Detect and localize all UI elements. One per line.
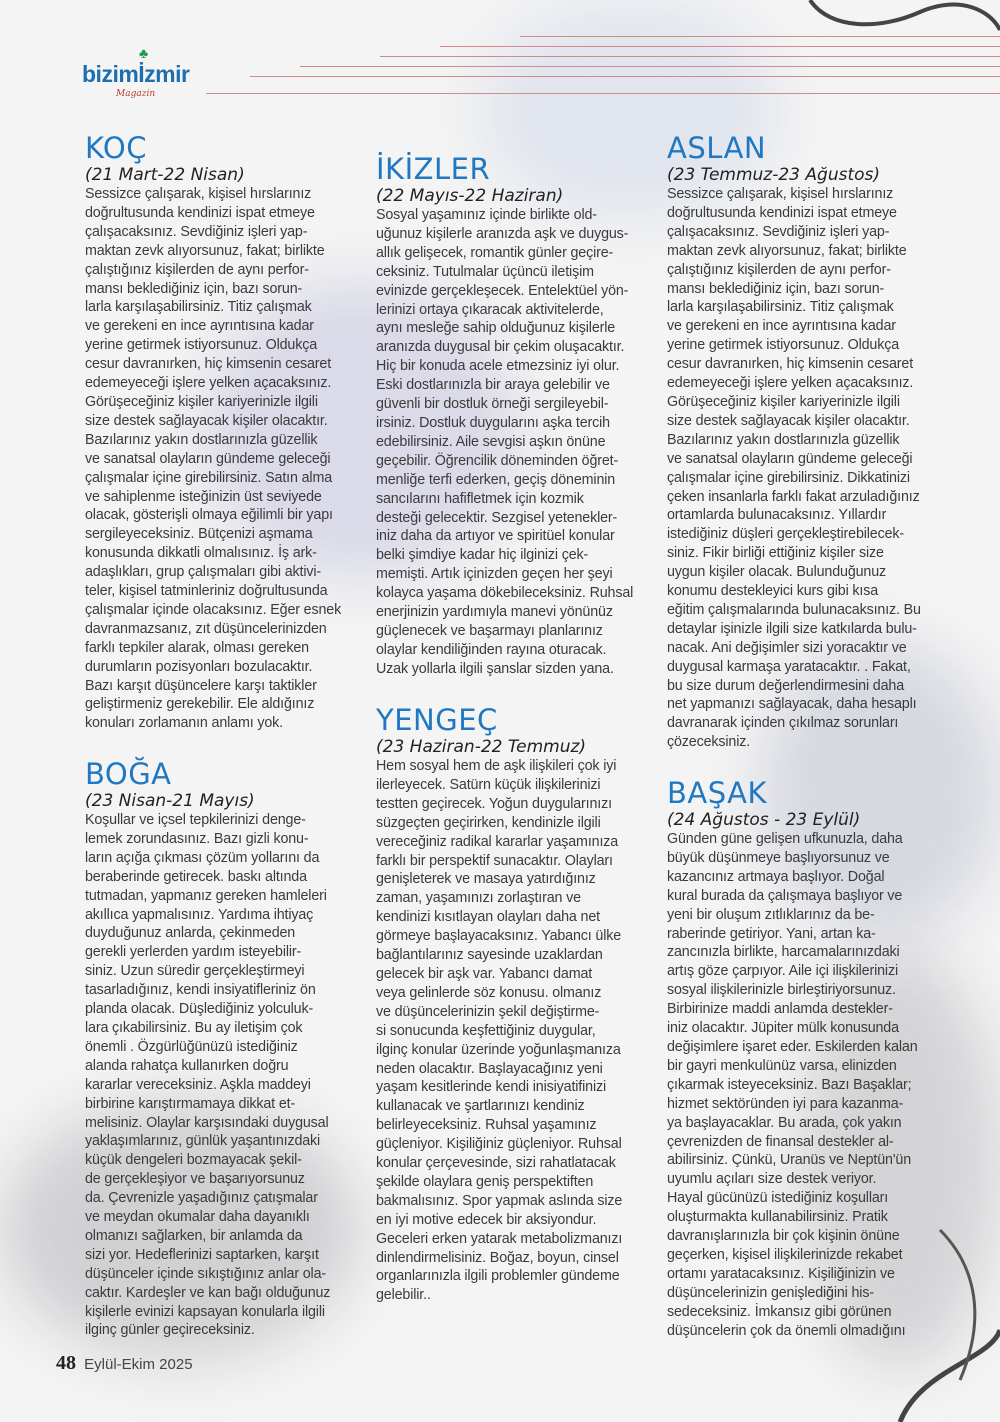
text-line: testten geçirecek. Yoğun duygularınızı (376, 795, 612, 812)
text-line: abilirsiniz. Çünkü, Uranüs ve Neptün'ün (667, 1152, 912, 1169)
text-line: raberinde getiriyor. Yani, artan ka- (667, 925, 876, 942)
text-line: yaklaşımlarınız, günlük yaşantınızdaki (85, 1133, 321, 1150)
text-line: ların açığa çıkması çözüm yollarını da (85, 849, 320, 866)
text-line: evinizde gerçekleşecek. Entelektüel yön- (376, 282, 629, 299)
text-line: belki şimdiye kadar hiç ilginizi çek- (376, 547, 589, 564)
sign-body (376, 206, 633, 679)
text-line: sancılarını hafifletmek için kozmik (376, 490, 584, 507)
text-line: gelebilir.. (376, 1287, 431, 1304)
page-number: 48 (56, 1352, 76, 1374)
text-line: yeni bir oluşum zıtlıklarınız da be- (667, 906, 875, 923)
text-line: güçleniyor. Kişiliğiniz güçleniyor. Ruhsal (376, 1136, 622, 1153)
text-line: ve sanatsal olayların gündeme geleceği (667, 450, 913, 467)
text-line: net yapmanızı sağlayacak, daha hesaplı (667, 696, 917, 713)
text-line: Eski dostlarınızla bir araya gelebilir ve (376, 377, 610, 394)
text-line: güçlenecek ve başarmayı planlarınız (376, 622, 603, 639)
text-line: larla karşılaşabilirsiniz. Titiz çalışmak (85, 299, 312, 316)
text-line: uygun kişiler olacak. Bulunduğunuz (667, 564, 887, 581)
text-line: iniz daha da artıyor ve spiritüel konular (376, 528, 615, 545)
text-line: Uzak yollarla ilgili şanslar sizden yana. (376, 660, 614, 677)
text-line: ilginç günler geçireceksiniz. (85, 1322, 255, 1339)
text-line: konusunda dikkatli olmalısınız. İş ark- (85, 545, 317, 562)
accent-line (440, 46, 1000, 47)
text-line: ilginç konular üzerinde yoğunlaşmanıza (376, 1041, 621, 1058)
text-line: sosyal ilişkilerinizle birleştiriyorsunuz. (667, 982, 896, 999)
text-line: Günden güne gelişen ufkunuzla, daha (667, 831, 903, 847)
text-line: doğrultusunda kendinizi ispat etmeye (85, 204, 315, 221)
sign-title: BOĞA (85, 757, 172, 791)
text-line: çalışmalar içine girebilirsiniz. Satın alma (85, 469, 333, 486)
sign-body (376, 757, 622, 1305)
text-line: çıkarmak isteyeceksiniz. Bazı Başaklar; (667, 1076, 912, 1093)
text-line: farklı tepkiler alarak, olması gereken (85, 639, 309, 656)
text-line: bağlantılarınız sayesinde uzaklardan (376, 947, 603, 964)
text-line: mansı beklediğiniz için, bazı sorun- (667, 280, 885, 297)
text-line: detaylar işinizle ilgili size katkılarda bulu- (667, 620, 917, 637)
sign-title: ASLAN (667, 131, 767, 165)
text-line: düşüncelerin çok da önemli olmadığını (667, 1322, 906, 1339)
text-line: tasarladığınız, kendi insiyatifleriniz ön (85, 982, 316, 999)
text-line: geçerken, kişisel ilişkilerinizde rekabet (667, 1246, 903, 1263)
text-line: ortamlarda bulunacaksınız. Yıllardır (667, 507, 887, 524)
text-line: önemli . Özgürlüğünüzü istediğiniz (85, 1038, 298, 1055)
text-line: da. Çevrenizle yaşadığınız çatışmalar (85, 1190, 318, 1207)
text-line: duygusal karmaşa yaratacaktır. . Fakat, (667, 658, 911, 675)
text-line: irsiniz. Dostluk duygularını aşka tercih (376, 414, 610, 431)
text-line: davranarak içinden çıkılmaz sorunları (667, 715, 899, 732)
text-line: çalışmalar içinde olacaksınız. Eğer esnek (85, 601, 342, 618)
text-line: melisiniz. Olaylar karşısındaki duygusal (85, 1114, 329, 1131)
sign-dates: (22 Mayıs-22 Haziran) (376, 186, 564, 206)
text-line: Görüşeceğiniz kişiler kariyerinizle ilgili (667, 393, 900, 410)
text-line: planda olacak. Düşlediğiniz yolculuk- (85, 1001, 314, 1018)
text-line: lerinizi ortaya çıkaracak aktivitelerde, (376, 301, 604, 318)
text-line: ve sanatsal olayların gündeme geleceği (85, 450, 331, 467)
text-line: olmanızı sağlarken, bir anlamda da (85, 1227, 303, 1244)
text-line: düşünceler içinde sıkıştığınız anlar ola- (85, 1265, 326, 1282)
text-line: küçük dengeleri bozmayacak şekil- (85, 1152, 302, 1169)
text-line: Sessizce çalışarak, kişisel hırslarınız (85, 186, 312, 202)
text-line: genişleterek ve masaya yatırdığınız (376, 871, 596, 888)
sign-title: İKİZLER (376, 152, 491, 186)
text-line: ceksiniz. Tutulmalar üçüncü iletişim (376, 263, 594, 280)
text-line: belirleyeceksiniz. Ruhsal yaşamınız (376, 1117, 597, 1134)
accent-line (250, 76, 1000, 77)
text-line: Sessizce çalışarak, kişisel hırslarınız (667, 186, 894, 202)
text-line: Sosyal yaşamınız içinde birlikte old- (376, 207, 597, 223)
text-line: iniz olacaktır. Jüpiter mülk konusunda (667, 1020, 899, 1037)
text-line: kural burada da çalışmaya başlıyor ve (667, 887, 903, 904)
sign-title: KOÇ (85, 131, 148, 165)
text-line: zancınızla birlikte, harcamalarınızdaki (667, 944, 900, 961)
text-line: bir gayri menkulünüz varsa, elinizden (667, 1057, 897, 1074)
text-line: güvenli bir dostluk örneği sergileyebil- (376, 396, 609, 413)
text-line: Birbirinize maddi anlamda destekler- (667, 1001, 893, 1018)
text-line: kişilerle evinizi kapsayan konularla ilgili (85, 1303, 325, 1320)
text-line: çalıştığınız kişilerden de aynı perfor- (85, 261, 309, 278)
text-line: edemeyeceği işlere yelken açacaksınız. (667, 375, 914, 392)
text-line: size destek sağlayacak kişiler olacaktır. (85, 412, 328, 429)
text-line: Hayal gücünüzü istediğiniz koşulları (667, 1190, 889, 1207)
text-line: adaşlıkları, grup çalışmaları gibi aktivi- (85, 564, 322, 581)
brand-name: bizimİzmir (82, 61, 190, 87)
sign-dates: (23 Haziran-22 Temmuz) (376, 737, 587, 757)
text-line: geliştirmeniz gerekebilir. Ele aldığınız (85, 696, 315, 713)
text-line: konular çerçevesinde, sizi rahatlatacak (376, 1155, 616, 1172)
sign-body (667, 185, 921, 752)
text-line: lemek zorundasınız. Bazı gizli konu- (85, 830, 309, 847)
text-line: yerine getirmek istiyorsunuz. Oldukça (85, 337, 318, 354)
text-line: bakmalısınız. Spor yapmak aslında size (376, 1192, 623, 1209)
text-line: uyumlu açıları size destek veriyor. (667, 1171, 877, 1188)
text-line: ya başlayacaklar. Bu arada, çok yakın (667, 1114, 902, 1131)
text-line: yerine getirmek istiyorsunuz. Oldukça (667, 337, 900, 354)
sign-title: BAŞAK (667, 776, 768, 810)
text-line: Hem sosyal hem de aşk ilişkileri çok iyi (376, 758, 617, 774)
text-line: bu size durum değerlendirmesini daha (667, 677, 904, 694)
text-line: yaşam kesitlerinde kendi inisiyatifinizi (376, 1079, 606, 1096)
issue-label: Eylül-Ekim 2025 (84, 1356, 193, 1373)
text-line: siniz. Fikir birliği ettiğiniz kişiler size (667, 545, 884, 562)
text-line: ve gerekeni en ince ayrıntısına kadar (85, 318, 314, 335)
text-line: kazancınız artmaya başlıyor. Doğal (667, 868, 885, 885)
text-line: veya gelinlerde söz konusu. olmanız (376, 984, 602, 1001)
text-line: teler, kişisel tatminleriniz doğrultusunda (85, 583, 328, 600)
accent-line (380, 56, 1000, 57)
text-line: olacak, gösterişli olmaya eğilimli bir yapı (85, 507, 333, 524)
sign-body (85, 185, 341, 733)
text-line: Hiç bir konuda acele etmezsiniz iyi olur. (376, 358, 620, 375)
text-line: mansı beklediğiniz için, bazı sorun- (85, 280, 303, 297)
text-line: olaylar kendiliğinden rayına oturacak. (376, 641, 607, 658)
text-line: maktan zevk alıyorsunuz, fakat; birlikte (667, 242, 907, 259)
text-line: cesur davranırken, hiç kimsenin cesaret (85, 356, 332, 373)
text-line: Bazılarınız yakın dostlarınızla güzellik (85, 431, 318, 448)
text-line: istediğiniz düşleri gerçekleştirebilecek- (667, 526, 905, 543)
brand-sub: Magazin (116, 89, 156, 99)
text-line: nacak. Ani değişimler sizi yoracaktır ve (667, 639, 907, 656)
text-line: oluşturmakta kullanabilirsiniz. Pratik (667, 1209, 888, 1226)
text-line: doğrultusunda kendinizi ispat etmeye (667, 204, 897, 221)
text-line: aranızda duygusal bir çekim oluşacaktır. (376, 339, 625, 356)
sign-aslan (667, 131, 921, 752)
text-line: Bazılarınız yakın dostlarınızla güzellik (667, 431, 900, 448)
sign-ikizler (376, 152, 633, 679)
text-line: Koşullar ve içsel tepkilerinizi denge- (85, 812, 306, 828)
text-line: enerjinizin yardımıyla manevi yönünüz (376, 604, 613, 621)
text-line: değişimlere işaret eder. Eskilerden kalan (667, 1038, 918, 1055)
text-line: çalışacaksınız. Sevdiğiniz işleri yap- (667, 223, 890, 240)
text-line: Görüşeceğiniz kişiler kariyerinizle ilgili (85, 393, 318, 410)
text-line: edebilirsiniz. Aile sevgisi aşkın önüne (376, 433, 606, 450)
palm-tree-icon: ♣ (139, 45, 149, 61)
text-line: birbirine karıştırmamaya dikkat et- (85, 1095, 296, 1112)
text-line: en iyi motive edecek bir aksiyondur. (376, 1211, 597, 1228)
text-line: çalışacaksınız. Sevdiğiniz işleri yap- (85, 223, 308, 240)
text-line: ortamı yaratacaksınız. Kişiliğinizin ve (667, 1265, 895, 1282)
text-line: si sonucunda keşfettiğiniz duygular, (376, 1022, 596, 1039)
sign-yengec (376, 703, 622, 1305)
text-line: size destek sağlayacak kişiler olacaktır. (667, 412, 910, 429)
text-line: beraberinde getirecek. baskı altında (85, 868, 307, 885)
text-line: menliğe terfi ederken, geçiş döneminin (376, 471, 616, 488)
text-line: aynı mesleğe sahip olduğunuz kişilerle (376, 320, 616, 337)
text-line: tutmadan, yapmanız gereken hamleleri (85, 887, 327, 904)
sign-body (85, 811, 330, 1340)
text-line: ve gerekeni en ince ayrıntısına kadar (667, 318, 896, 335)
text-line: geçebilir. Öğrencilik döneminden öğret- (376, 452, 619, 469)
text-line: eğitim çalışmalarında bulunacaksınız. Bu (667, 601, 921, 618)
text-line: kullanacak ve şartlarınızı kendiniz (376, 1098, 585, 1115)
text-line: sizi yor. Hedeflerinizi saptarken, karşıt (85, 1246, 319, 1263)
text-line: cesur davranırken, hiç kimsenin cesaret (667, 356, 914, 373)
text-line: ve düşüncelerinizin şekil değiştirme- (376, 1003, 600, 1020)
sign-koc (85, 131, 341, 733)
brand-logo (82, 45, 202, 106)
text-line: şekilde olaylara geniş perspektiften (376, 1173, 594, 1190)
text-line: dinlendirmelisiniz. Boğaz, boyun, cinsel (376, 1249, 619, 1266)
text-line: farklı bir perspektif sunacaktır. Olayları (376, 852, 613, 869)
text-line: allık gelişecek, romantik günler geçire- (376, 244, 614, 261)
text-line: maktan zevk alıyorsunuz, fakat; birlikte (85, 242, 325, 259)
text-line: kendinizi kısıtlayan olayları daha net (376, 909, 600, 926)
text-line: Geceleri erken yatarak metabolizmanızı (376, 1230, 623, 1247)
text-line: çalışmalar içine girebilirsiniz. Dikkatinizi (667, 469, 910, 486)
text-line: artış göze çarpıyor. Aile içi ilişkilerinizi (667, 963, 898, 980)
sign-boga (85, 757, 330, 1340)
text-line: hizmet sektöründen iyi para kazanma- (667, 1095, 904, 1112)
text-line: görmeye başlayacaksınız. Yabancı ülke (376, 928, 622, 945)
text-line: desteği gelecektir. Sezgisel yetenekler- (376, 509, 618, 526)
sign-dates: (21 Mart-22 Nisan) (85, 165, 245, 185)
text-line: süzgeçten geçirirken, kendinizle ilgili (376, 814, 601, 831)
text-line: gelecek bir aşk var. Yabancı damat (376, 965, 593, 982)
sign-dates: (24 Ağustos - 23 Eylül) (667, 810, 861, 830)
text-line: kararlar vereceksiniz. Aşkla maddeyi (85, 1076, 311, 1093)
text-line: çalıştığınız kişilerden de aynı perfor- (667, 261, 891, 278)
sign-body (667, 830, 918, 1340)
text-line: çevrenizden de finansal destekler al- (667, 1133, 894, 1150)
text-line: davranmazsanız, zıt düşüncelerinizden (85, 620, 327, 637)
sign-dates: (23 Temmuz-23 Ağustos) (667, 165, 881, 185)
text-line: akıllıca yapmalısınız. Yardıma ihtiyaç (85, 906, 314, 923)
text-line: lara çıkabilirsiniz. Bu ay iletişim çok (85, 1019, 303, 1036)
text-line: çözeceksiniz. (667, 734, 751, 751)
text-line: çeken insanlarla farklı fakat arzuladığınız (667, 488, 920, 505)
text-line: organlarınızla ilgili problemler gündeme (376, 1268, 620, 1285)
text-line: ve meydan okumalar daha dayanıklı (85, 1209, 310, 1226)
accent-line (520, 36, 1000, 37)
sign-title: YENGEÇ (376, 703, 498, 737)
text-line: davranışlarınızla bir çok kişinin önüne (667, 1228, 900, 1245)
text-line: de gerçekleşiyor ve başarıyorsunuz (85, 1171, 305, 1188)
text-line: konumu destekleyici kurs gibi kısa (667, 583, 879, 600)
page-footer (56, 1352, 193, 1375)
text-line: düşüncelerinizin genişlediğini his- (667, 1284, 874, 1301)
text-line: ilerleyecek. Satürn küçük ilişkilerinizi (376, 776, 601, 793)
text-line: konuları zorlamanın anlamı yok. (85, 715, 283, 732)
text-line: memişti. Artık içinizden geçen her şeyi (376, 566, 613, 583)
text-line: siniz. Uzun süredir gerçekleştirmeyi (85, 963, 305, 980)
sign-basak (667, 776, 918, 1340)
text-line: zaman, yaşamınızı zorlaştıran ve (376, 890, 581, 907)
text-line: kolayca yaşama dökebileceksiniz. Ruhsal (376, 585, 634, 602)
text-line: neden olacaktır. Başlayacağınız yeni (376, 1060, 603, 1077)
text-line: ve sahiplenme isteğinizin üst seviyede (85, 488, 322, 505)
text-line: uğunuz kişilerle aranızda aşk ve duygus- (376, 225, 629, 242)
text-line: büyük düşünmeye başlıyorsunuz ve (667, 849, 890, 866)
accent-line (300, 66, 1000, 67)
text-line: gerekli yerlerden yardım isteyebilir- (85, 944, 302, 961)
sign-dates: (23 Nisan-21 Mayıs) (85, 791, 255, 811)
text-line: sedeceksiniz. İmkansız gibi görünen (667, 1303, 892, 1320)
text-line: alanda rahatça kullanırken doğru (85, 1057, 289, 1074)
text-line: sergileyeceksiniz. Bütçenizi aşmama (85, 526, 313, 543)
text-line: edemeyeceği işlere yelken açacaksınız. (85, 375, 332, 392)
text-line: caktır. Kardeşler ve kan bağı olduğunuz (85, 1284, 331, 1301)
text-line: vereceğiniz radikal kararlar yaşamınıza (376, 833, 619, 850)
text-line: larla karşılaşabilirsiniz. Titiz çalışmak (667, 299, 894, 316)
text-line: durumların pozisyonları bozulacaktır. (85, 658, 313, 675)
text-line: Bazı karşıt düşüncelere karşı taktikler (85, 677, 317, 694)
text-line: duyduğunuz anlarda, çekinmeden (85, 925, 296, 942)
accent-line (206, 93, 1000, 94)
